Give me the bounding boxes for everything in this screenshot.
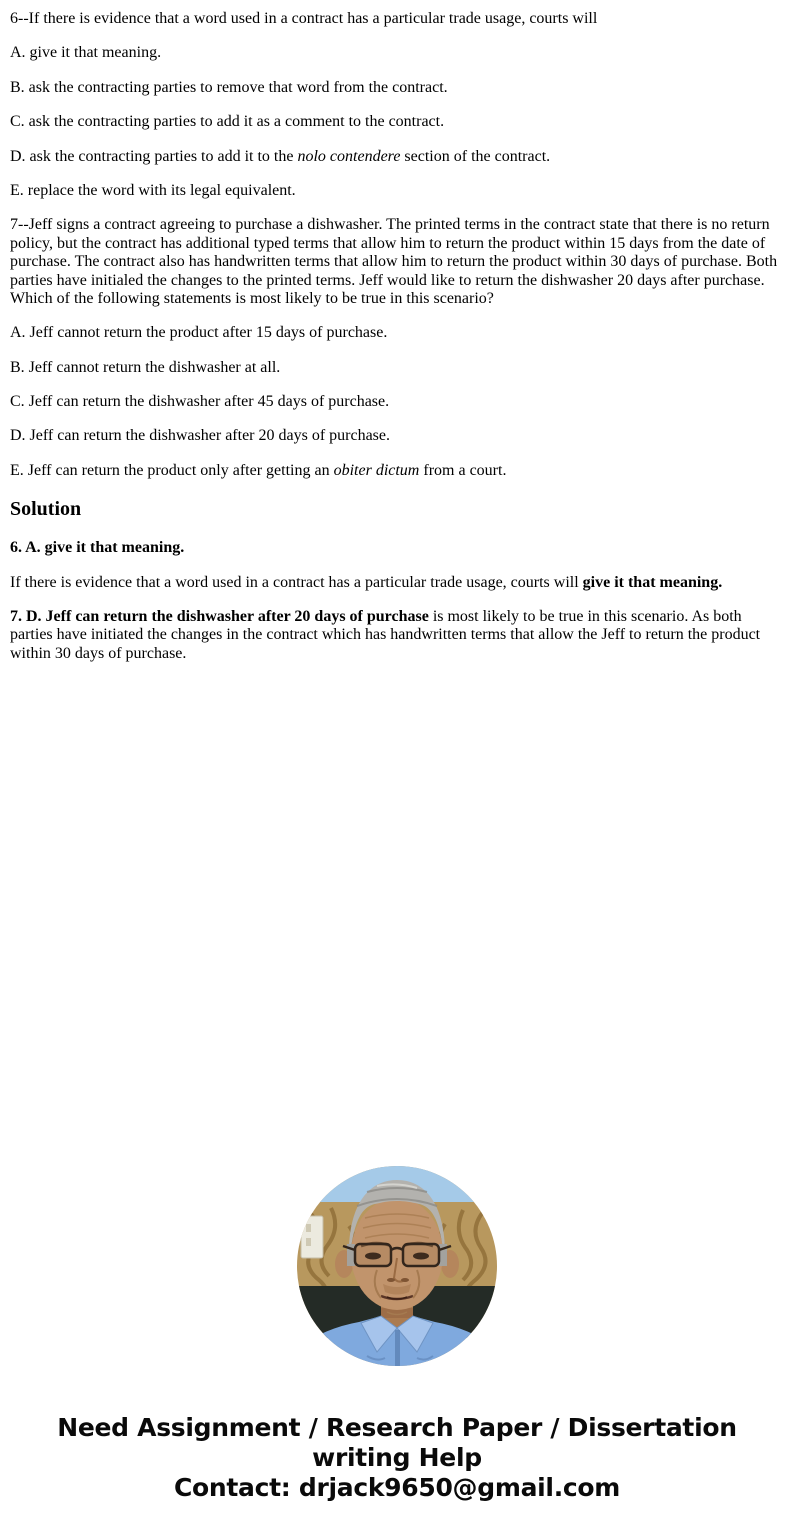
question-7-option-a: A. Jeff cannot return the product after 15 days of purchase. xyxy=(10,324,388,342)
option-text: E. Jeff can return the product only after getting an xyxy=(10,461,334,479)
question-6-option-a: A. give it that meaning. xyxy=(10,44,162,62)
option-text: section of the contract. xyxy=(400,147,551,165)
latin-term: nolo contendere xyxy=(297,147,401,165)
question-6-option-e: E. replace the word with its legal equivalent. xyxy=(10,181,296,199)
solution-explanation-6 xyxy=(10,574,784,592)
question-7 xyxy=(10,216,784,480)
explanation-text: If there is evidence that a word used in a contract has a particular trade usage, courts will xyxy=(10,573,583,591)
explanation-bold: give it that meaning. xyxy=(582,573,723,591)
question-7-option-c: C. Jeff can return the dishwasher after 45 days of purchase. xyxy=(10,393,390,411)
question-7-option-e xyxy=(10,462,784,480)
question-7-option-b: B. Jeff cannot return the dishwasher at all. xyxy=(10,358,281,376)
tutor-avatar xyxy=(297,1166,497,1366)
explanation-text: is most likely to be true in this scenario. As both parties have initiated the changes in the contract which has handwritten terms that allow the Jeff to return the product within 30 days of purchase. xyxy=(10,608,761,662)
option-text: from a court. xyxy=(419,461,507,479)
question-6 xyxy=(10,10,784,200)
solution-answer-6: 6. A. give it that meaning. xyxy=(10,539,185,557)
avatar-nostril-right xyxy=(401,1278,409,1282)
avatar-switch-plate xyxy=(301,1216,323,1258)
whitespace-spacer xyxy=(0,679,794,1166)
avatar-shirt-placket xyxy=(395,1330,400,1366)
avatar-nostril-left xyxy=(387,1278,395,1282)
tutor-portrait-image xyxy=(297,1166,497,1366)
question-6-option-d xyxy=(10,148,784,166)
footer-line-2: writing Help xyxy=(312,1443,482,1473)
question-7-prompt: 7--Jeff signs a contract agreeing to purchase a dishwasher. The printed terms in the contract state that there is no return policy, but the contract has additional typed terms that allow him to return the product within 15 days from the date of purchase. The contract also has handwritten terms that allow him to return the product within 30 days of purchase. Both parties have initialed the changes to the printed terms. Jeff would like to return the dishwasher 20 days after purchase. Which of the following statements is most likely to be true in this scenario? xyxy=(10,216,778,307)
answer-bold: 7. D. Jeff can return the dishwasher after 20 days of purchase xyxy=(10,608,429,626)
question-6-prompt: 6--If there is evidence that a word used in a contract has a particular trade usage, courts will xyxy=(10,10,598,27)
latin-term: obiter dictum xyxy=(333,461,420,479)
solution-heading: Solution xyxy=(10,498,82,521)
solution-section xyxy=(10,498,784,663)
question-7-option-d: D. Jeff can return the dishwasher after 20 days of purchase. xyxy=(10,427,391,445)
footer-contact-email: Contact: drjack9650@gmail.com xyxy=(173,1473,621,1503)
option-text: D. ask the contracting parties to add it to the xyxy=(10,147,298,165)
solution-explanation-7 xyxy=(10,608,784,663)
question-6-option-b: B. ask the contracting parties to remove that word from the contract. xyxy=(10,78,448,96)
question-6-option-c: C. ask the contracting parties to add it as a comment to the contract. xyxy=(10,113,445,131)
document-page xyxy=(0,10,794,663)
footer-line-1: Need Assignment / Research Paper / Dissertation xyxy=(57,1413,737,1443)
promo-footer xyxy=(0,1413,794,1503)
